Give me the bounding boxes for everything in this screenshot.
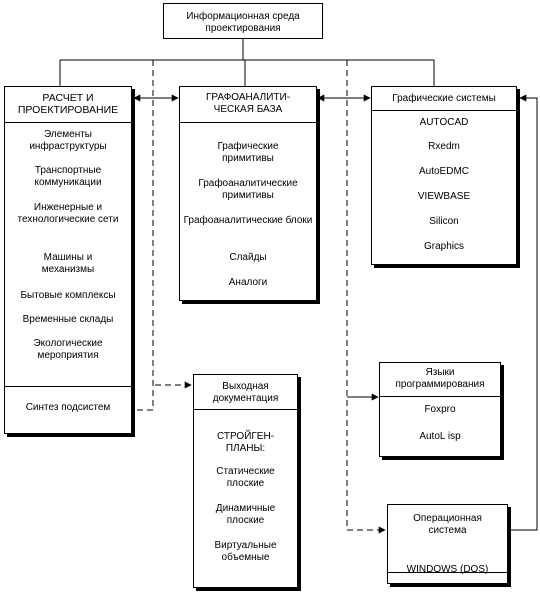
gsys-box	[371, 86, 517, 265]
output-box	[193, 374, 298, 588]
calc-item-machines: Машины и механизмы	[41, 252, 95, 275]
lang-item-autolisp: AutoL isp	[419, 431, 461, 442]
calc-title: РАСЧЕТ И ПРОЕКТИРОВАНИЕ	[5, 87, 131, 123]
lang-item-foxpro: Foxpro	[424, 404, 456, 415]
output-item-dynamic: Динамичные плоские	[215, 503, 276, 526]
gsys-item-rxedm: Rxedm	[428, 141, 460, 152]
gsys-item-silicon: Silicon	[429, 216, 459, 227]
calc-item-transport: Транспортные коммуникации	[34, 165, 102, 188]
gsys-item-viewbase: VIEWBASE	[417, 191, 471, 202]
root-title: Информационная среда проектирования	[186, 11, 300, 34]
graphbase-title: ГРАФОАНАЛИТИ-ЧЕСКАЯ БАЗА	[180, 87, 316, 123]
calc-item-networks: Инженерные и технологические сети	[17, 202, 119, 225]
lang-box	[379, 362, 501, 457]
graphbase-box	[179, 86, 317, 301]
graphbase-item-ga-primitives: Графоаналитические примитивы	[198, 178, 298, 201]
calc-box	[4, 86, 132, 434]
calc-divider	[5, 386, 131, 387]
output-item-static: Статические плоские	[216, 466, 275, 489]
gsys-item-graphics: Graphics	[423, 241, 464, 252]
calc-footer: Синтез подсистем	[25, 402, 111, 413]
graphbase-item-primitives: Графические примитивы	[217, 141, 279, 164]
calc-item-infrastructure: Элементы инфраструктуры	[29, 129, 107, 152]
calc-item-households: Бытовые комплексы	[20, 290, 116, 301]
calc-item-ecology: Экологические мероприятия	[33, 338, 103, 361]
graphbase-item-slides: Слайды	[229, 252, 267, 263]
graphbase-item-analogs: Аналоги	[228, 277, 268, 288]
graphbase-item-ga-blocks: Графоаналитические блоки	[183, 215, 313, 226]
calc-item-storage: Временные склады	[22, 314, 114, 325]
lang-title: Языки программирования	[380, 363, 500, 397]
gsys-item-autoedmc: AutoEDMC	[418, 166, 469, 177]
gsys-item-autocad: AUTOCAD	[419, 117, 469, 128]
root-branches	[60, 39, 434, 86]
os-title: Операционная система	[413, 513, 482, 536]
output-title: Выходная документация	[194, 375, 297, 410]
os-box	[387, 504, 508, 584]
os-item-windows: WINDOWS (DOS)	[406, 564, 489, 575]
os-divider	[387, 572, 508, 573]
output-item-virtual: Виртуальные объемные	[214, 540, 277, 563]
root-box	[163, 3, 323, 39]
gsys-title: Графические системы	[372, 87, 516, 111]
output-item-stroygenplans: СТРОЙГЕН-ПЛАНЫ:	[216, 431, 275, 454]
